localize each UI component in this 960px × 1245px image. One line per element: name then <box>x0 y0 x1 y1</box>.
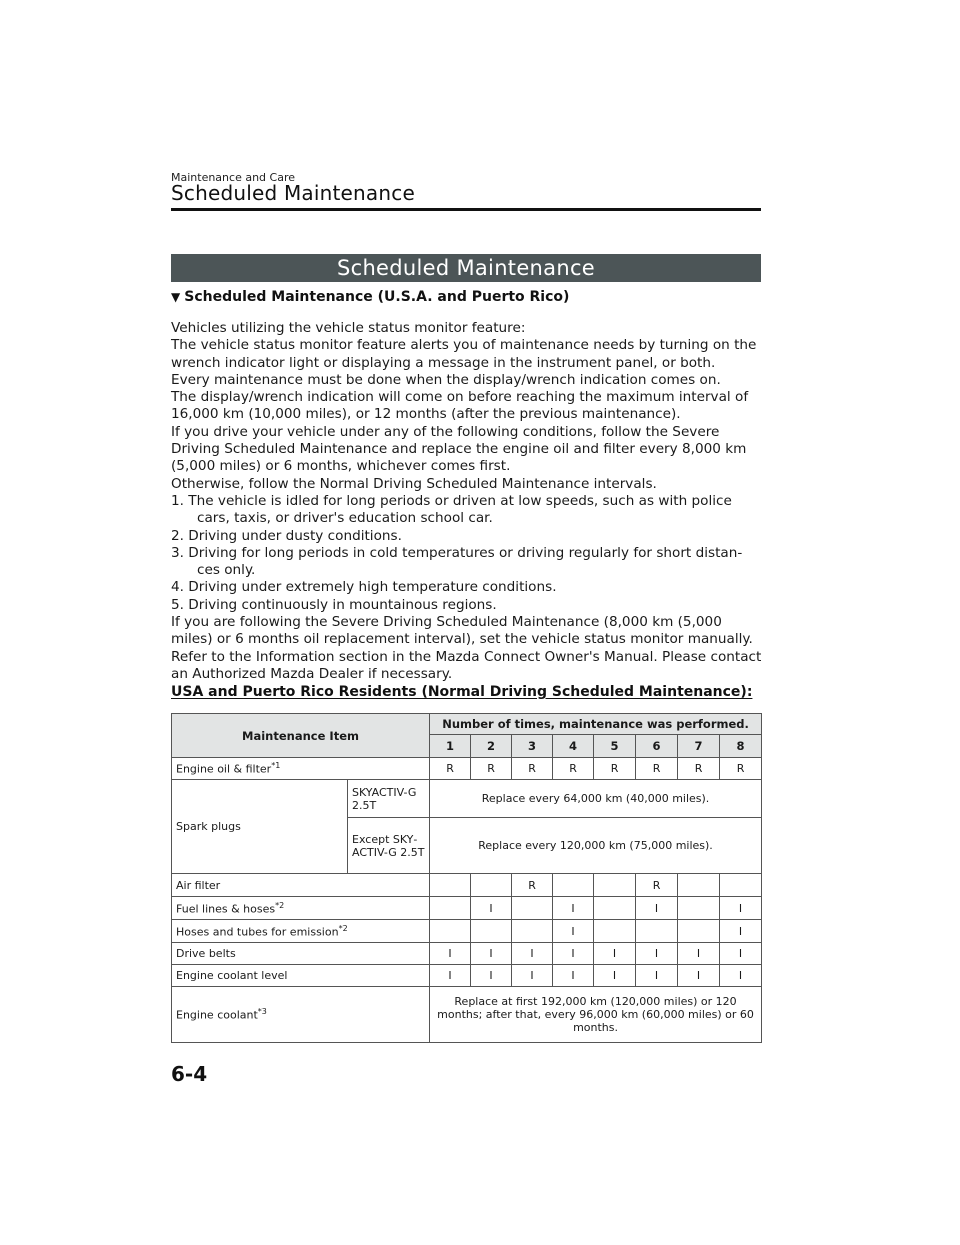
row-label: Drive belts <box>172 943 430 965</box>
footnote-marker: *3 <box>257 1007 267 1017</box>
cell <box>471 874 512 897</box>
paragraph: Vehicles utilizing the vehicle status monitor feature: <box>171 320 526 336</box>
cell: I <box>636 965 678 987</box>
cell: R <box>720 758 762 780</box>
header-number: 4 <box>553 735 594 758</box>
maintenance-table <box>171 713 762 1043</box>
cell <box>594 897 636 920</box>
table-row <box>172 920 762 943</box>
paragraph: Otherwise, follow the Normal Driving Scheduled Maintenance intervals. <box>171 475 657 492</box>
section-title: Scheduled Maintenance <box>171 181 415 205</box>
footnote-marker: *1 <box>271 761 281 771</box>
cell: I <box>512 943 553 965</box>
cell: I <box>553 965 594 987</box>
cell: I <box>471 897 512 920</box>
cell: R <box>636 874 678 897</box>
triangle-down-icon: ▼ <box>171 290 181 304</box>
table-row <box>172 943 762 965</box>
cell: R <box>471 758 512 780</box>
cell: I <box>512 965 553 987</box>
condition-item: 2. Driving under dusty conditions. <box>171 527 402 544</box>
condition-item: 3. Driving for long periods in cold temperatures or driving regularly for short distan‐ ces only. <box>171 544 743 579</box>
table-row <box>172 965 762 987</box>
cell: R <box>430 758 471 780</box>
cell <box>553 874 594 897</box>
row-label: Fuel lines & hoses$^{*2}$ <box>172 897 430 920</box>
table-row <box>172 874 762 897</box>
table-row <box>172 780 762 818</box>
cell <box>720 874 762 897</box>
paragraph: If you are following the Severe Driving Scheduled Maintenance (8,000 km (5,000 miles) or 6 months oil replacement interval), set the vehicle status monitor manually. <box>171 614 753 648</box>
condition-item: 4. Driving under extremely high temperature conditions. <box>171 579 557 596</box>
row-label: Engine oil & filter$^{*1}$ <box>172 758 430 780</box>
condition-item: 5. Driving continuously in mountainous regions. <box>171 596 497 613</box>
cell: I <box>678 943 720 965</box>
header-times: Number of times, maintenance was performed. <box>430 714 762 735</box>
row-label: Engine coolant level <box>172 965 430 987</box>
row-label: Engine coolant$^{*3}$ <box>172 987 430 1043</box>
cell: R <box>512 758 553 780</box>
cell <box>512 897 553 920</box>
merged-cell: Replace at first 192,000 km (120,000 miles) or 120 months; after that, every 96,000 km (60,000 miles) or 60 months. <box>430 987 762 1043</box>
cell: I <box>594 943 636 965</box>
cell <box>678 920 720 943</box>
cell <box>430 897 471 920</box>
cell <box>594 874 636 897</box>
cell: I <box>720 943 762 965</box>
cell: R <box>512 874 553 897</box>
cell <box>636 920 678 943</box>
cell <box>471 920 512 943</box>
footnote-marker: *2 <box>338 923 348 933</box>
subheading <box>171 289 569 305</box>
cell <box>430 920 471 943</box>
cell: I <box>553 897 594 920</box>
cell: I <box>471 943 512 965</box>
cell: I <box>636 943 678 965</box>
cell: I <box>720 920 762 943</box>
cell: I <box>471 965 512 987</box>
table-row <box>172 897 762 920</box>
condition-item: 1. The vehicle is idled for long periods or driven at low speeds, such as with police cars, taxis, or driver's education school car. <box>171 492 732 527</box>
cell: I <box>594 965 636 987</box>
page-number: 6-4 <box>171 1062 208 1086</box>
cell: R <box>594 758 636 780</box>
body-text <box>171 320 763 683</box>
merged-cell: Replace every 64,000 km (40,000 miles). <box>430 780 762 818</box>
header-rule <box>171 208 761 211</box>
cell: I <box>720 897 762 920</box>
section-banner: Scheduled Maintenance <box>171 254 761 282</box>
cell <box>512 920 553 943</box>
row-label: Hoses and tubes for emission$^{*2}$ <box>172 920 430 943</box>
merged-cell: Replace every 120,000 km (75,000 miles). <box>430 818 762 874</box>
subheading-text: Scheduled Maintenance (U.S.A. and Puerto Rico) <box>184 289 570 305</box>
header-number: 6 <box>636 735 678 758</box>
cell: I <box>720 965 762 987</box>
cell: R <box>636 758 678 780</box>
header-number: 2 <box>471 735 512 758</box>
cell <box>678 897 720 920</box>
cell: R <box>553 758 594 780</box>
cell <box>678 874 720 897</box>
cell: I <box>430 965 471 987</box>
paragraph: Refer to the Information section in the Mazda Connect Owner's Manual. Please contact an Authorized Mazda Dealer if necessary. <box>171 648 762 682</box>
paragraph: If you drive your vehicle under any of the following conditions, follow the Severe Driving Scheduled Maintenance and replace the engine oil and filter every 8,000 km (5,000 miles) or 6 months, whichever comes first. <box>171 423 747 475</box>
table-row <box>172 758 762 780</box>
cell: I <box>553 920 594 943</box>
variant-label: Except SKY‐ ACTIV-G 2.5T <box>348 818 430 874</box>
cell <box>430 874 471 897</box>
row-label: Spark plugs <box>172 780 348 874</box>
header-number: 7 <box>678 735 720 758</box>
running-head: Maintenance and Care <box>171 171 295 184</box>
cell: I <box>430 943 471 965</box>
header-number: 8 <box>720 735 762 758</box>
header-maintenance-item: Maintenance Item <box>172 714 430 758</box>
cell <box>594 920 636 943</box>
paragraph: The vehicle status monitor feature alerts you of maintenance needs by turning on the wrench indicator light or displaying a message in the instrument panel, or both. <box>171 337 757 371</box>
variant-label: SKYACTIV-G 2.5T <box>348 780 430 818</box>
footnote-marker: *2 <box>275 900 285 910</box>
table-caption: USA and Puerto Rico Residents (Normal Driving Scheduled Maintenance): <box>171 684 753 700</box>
header-number: 3 <box>512 735 553 758</box>
cell: I <box>553 943 594 965</box>
row-label: Air filter <box>172 874 430 897</box>
cell: I <box>678 965 720 987</box>
cell: I <box>636 897 678 920</box>
paragraph: The display/wrench indication will come on before reaching the maximum interval of 16,000 km (10,000 miles), or 12 months (after the previous maintenance). <box>171 389 749 423</box>
paragraph: Every maintenance must be done when the display/wrench indication comes on. <box>171 371 721 388</box>
table-row <box>172 987 762 1043</box>
cell: R <box>678 758 720 780</box>
header-number: 1 <box>430 735 471 758</box>
header-number: 5 <box>594 735 636 758</box>
